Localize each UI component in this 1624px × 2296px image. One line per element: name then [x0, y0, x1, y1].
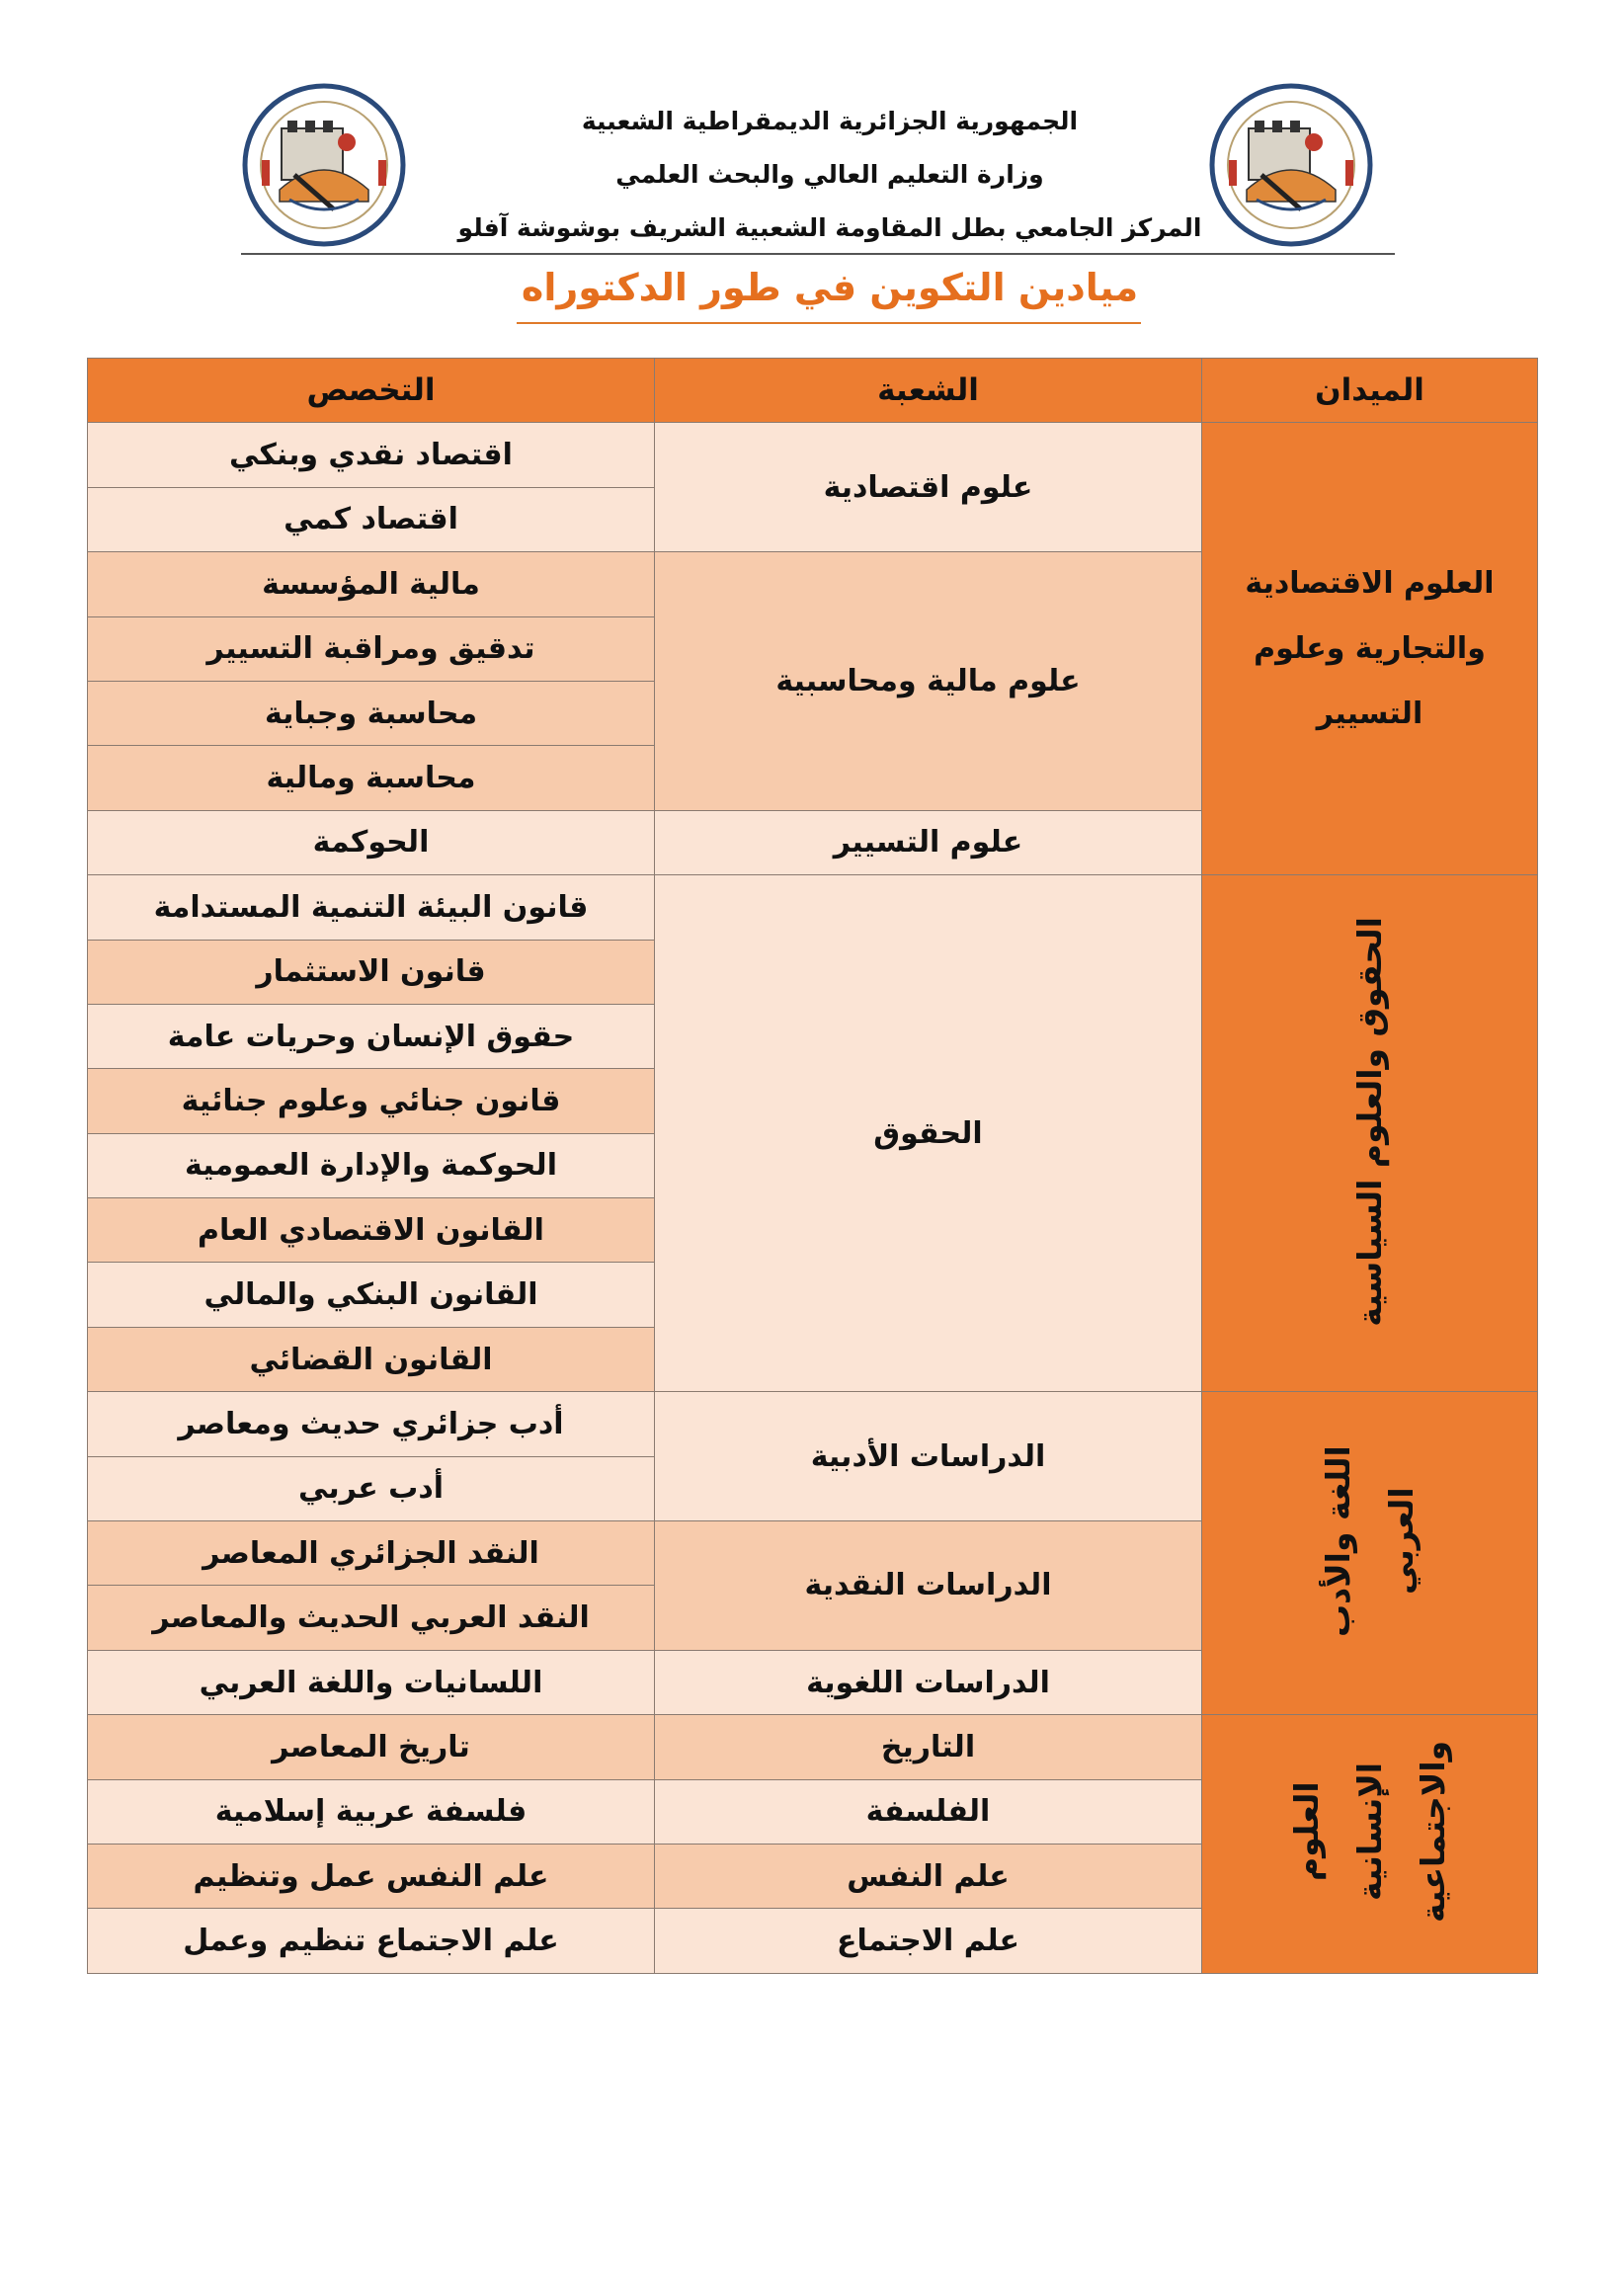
specialty-cell: الحوكمة والإدارة العمومية — [88, 1133, 655, 1197]
branch-cell: الحقوق — [655, 875, 1202, 1392]
branch-cell: علم الاجتماع — [655, 1909, 1202, 1973]
branch-cell: التاريخ — [655, 1715, 1202, 1779]
field-cell-arabic — [1202, 1392, 1538, 1715]
branch-cell: علوم التسيير — [655, 810, 1202, 874]
field-label: اللغة والأدب العربي — [1318, 1445, 1421, 1638]
specialty-cell: القانون البنكي والمالي — [88, 1263, 655, 1327]
header-divider — [241, 253, 1395, 255]
specialty-cell: النقد العربي الحديث والمعاصر — [88, 1586, 655, 1650]
specialty-cell: تدقيق ومراقبة التسيير — [88, 616, 655, 681]
column-header-specialty: التخصص — [88, 359, 655, 423]
specialty-cell: اقتصاد كمي — [88, 487, 655, 551]
specialty-cell: أدب عربي — [88, 1456, 655, 1520]
specialty-cell: فلسفة عربية إسلامية — [88, 1779, 655, 1844]
specialty-cell: قانون البيئة التنمية المستدامة — [88, 875, 655, 940]
specialty-cell: علم الاجتماع تنظيم وعمل — [88, 1909, 655, 1973]
table-header-row — [88, 359, 1538, 423]
table-row — [88, 1392, 1538, 1456]
field-label: العلوم الاقتصادية والتجارية وعلوم التسيير — [1245, 565, 1495, 731]
specialty-cell: مالية المؤسسة — [88, 552, 655, 616]
page-title: ميادين التكوين في طور الدكتوراه — [521, 266, 1139, 309]
branch-cell: الدراسات اللغوية — [655, 1650, 1202, 1714]
title-underline — [517, 322, 1141, 324]
specialty-cell: اقتصاد نقدي وبنكي — [88, 423, 655, 487]
branch-cell: علوم مالية ومحاسبية — [655, 552, 1202, 811]
field-cell-humanities — [1202, 1715, 1538, 1974]
specialty-cell: أدب جزائري حديث ومعاصر — [88, 1392, 655, 1456]
field-cell-law — [1202, 875, 1538, 1392]
specialty-cell: محاسبة وجباية — [88, 681, 655, 745]
specialty-cell: النقد الجزائري المعاصر — [88, 1521, 655, 1586]
branch-cell: علوم اقتصادية — [655, 423, 1202, 552]
field-label: الحقوق والعلوم السياسية — [1349, 916, 1389, 1327]
doctorate-fields-table — [87, 358, 1538, 1974]
header-line-republic: الجمهورية الجزائرية الديمقراطية الشعبية — [581, 107, 1079, 135]
branch-cell: علم النفس — [655, 1844, 1202, 1908]
specialty-cell: القانون القضائي — [88, 1327, 655, 1391]
header-line-ministry: وزارة التعليم العالي والبحث العلمي — [615, 160, 1044, 189]
specialty-cell: تاريخ المعاصر — [88, 1715, 655, 1779]
table-row — [88, 423, 1538, 487]
branch-cell: الدراسات الأدبية — [655, 1392, 1202, 1521]
table-row — [88, 875, 1538, 940]
header-line-center: المركز الجامعي بطل المقاومة الشعبية الشريف بوشوشة آفلو — [457, 213, 1202, 242]
column-header-branch: الشعبة — [655, 359, 1202, 423]
field-cell-economics — [1202, 423, 1538, 875]
field-label: العلوم الإنسانية والاجتماعية — [1286, 1741, 1452, 1924]
specialty-cell: محاسبة ومالية — [88, 746, 655, 810]
table-row — [88, 1715, 1538, 1779]
specialty-cell: قانون جنائي وعلوم جنائية — [88, 1069, 655, 1133]
institution-header — [425, 95, 1235, 255]
specialty-cell: قانون الاستثمار — [88, 940, 655, 1004]
university-seal-icon — [240, 81, 408, 249]
specialty-cell: اللسانيات واللغة العربي — [88, 1650, 655, 1714]
specialty-cell: الحوكمة — [88, 810, 655, 874]
specialty-cell: حقوق الإنسان وحريات عامة — [88, 1004, 655, 1068]
specialty-cell: علم النفس عمل وتنظيم — [88, 1844, 655, 1908]
specialty-cell: القانون الاقتصادي العام — [88, 1198, 655, 1263]
branch-cell: الفلسفة — [655, 1779, 1202, 1844]
branch-cell: الدراسات النقدية — [655, 1521, 1202, 1651]
column-header-field: الميدان — [1202, 359, 1538, 423]
